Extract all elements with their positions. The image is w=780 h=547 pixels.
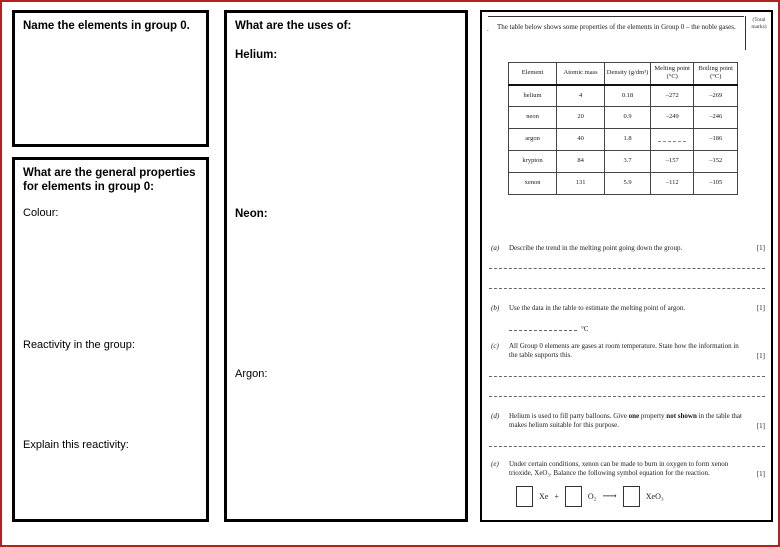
col-boiling-point: Boiling point (°C)	[694, 63, 738, 85]
name-elements-box	[12, 10, 209, 147]
answer-field-celsius	[509, 324, 588, 333]
cell: –157	[650, 151, 694, 173]
margin-note-line2: marks)	[751, 23, 767, 30]
col-element: Element	[509, 63, 557, 85]
cell: –269	[694, 85, 738, 107]
table-row	[509, 151, 738, 173]
question-intro: The table below shows some properties of the elements in Group 0 – the noble gases.	[497, 23, 736, 31]
balance-equation	[516, 486, 664, 507]
margin-note	[748, 17, 770, 30]
question-d-part: in the table that makes helium suitable for this purpose.	[509, 412, 742, 430]
answer-line	[489, 446, 765, 447]
cell: neon	[509, 107, 557, 129]
col-density: Density (g/dm³)	[605, 63, 651, 85]
noble-gas-properties-table	[508, 62, 738, 195]
question-d-bold: not shown	[666, 412, 697, 420]
cell: –112	[650, 173, 694, 195]
explain-reactivity-prompt: Explain this reactivity:	[23, 439, 129, 451]
coefficient-box-xeo3	[623, 486, 640, 507]
uses-title: What are the uses of:	[235, 20, 352, 32]
name-elements-title: Name the elements in group 0.	[23, 20, 190, 32]
cell: 20	[557, 107, 605, 129]
cell: 131	[557, 173, 605, 195]
reaction-arrow-icon: ⟶	[602, 491, 617, 502]
question-a-text: Describe the trend in the melting point going down the group.	[509, 244, 683, 252]
cell: xenon	[509, 173, 557, 195]
cell: 4	[557, 85, 605, 107]
question-d-part: Helium is used to fill party balloons. Give	[509, 412, 629, 420]
plus-sign: +	[554, 492, 559, 501]
question-a-marks: [1]	[756, 244, 765, 252]
colour-prompt: Colour:	[23, 207, 59, 219]
celsius-unit: °C	[581, 325, 589, 333]
question-c-marks: [1]	[756, 352, 765, 360]
coefficient-box-o2	[565, 486, 582, 507]
xeo3-term: XeO₃	[645, 492, 664, 501]
cell: 1.8	[605, 129, 651, 151]
helium-prompt: Helium:	[235, 49, 278, 61]
question-d-bold: one	[628, 412, 640, 420]
cell: 40	[557, 129, 605, 151]
cell: –105	[694, 173, 738, 195]
table-row	[509, 107, 738, 129]
cell: 3.7	[605, 151, 651, 173]
answer-line	[489, 396, 765, 397]
cell: 5.9	[605, 173, 651, 195]
table-row	[509, 173, 738, 195]
cell: 0.18	[605, 85, 651, 107]
question-c-label: (c)	[491, 342, 499, 350]
question-e-label: (e)	[491, 460, 499, 468]
argon-prompt: Argon:	[235, 368, 268, 380]
coefficient-box-xe	[516, 486, 533, 507]
answer-blank	[658, 134, 686, 142]
table-header-row	[509, 63, 738, 85]
answer-line	[489, 288, 765, 289]
cell: –249	[650, 107, 694, 129]
cell: –152	[694, 151, 738, 173]
exam-question-panel	[480, 10, 773, 522]
question-e-marks: [1]	[756, 470, 765, 478]
col-atomic-mass: Atomic mass	[557, 63, 605, 85]
uses-box	[224, 10, 468, 522]
cell: krypton	[509, 151, 557, 173]
cell: –272	[650, 85, 694, 107]
cell: 84	[557, 151, 605, 173]
cell: –186	[694, 129, 738, 151]
question-d-label: (d)	[491, 412, 500, 420]
question-b-text: Use the data in the table to estimate the melting point of argon.	[509, 304, 686, 312]
question-b-label: (b)	[491, 304, 500, 312]
neon-prompt: Neon:	[235, 208, 268, 220]
question-a-label: (a)	[491, 244, 500, 252]
o2-term: O₂	[587, 492, 597, 501]
page-top-rule	[488, 16, 744, 17]
cell: 0.9	[605, 107, 651, 129]
xe-term: Xe	[539, 492, 549, 501]
cell: argon	[509, 129, 557, 151]
table-row	[509, 129, 738, 151]
blank-melting-point-cell	[650, 129, 694, 151]
reactivity-prompt: Reactivity in the group:	[23, 339, 135, 351]
question-d-part: property	[639, 412, 667, 420]
answer-blank	[509, 324, 577, 331]
question-e-text: Under certain conditions, xenon can be made to burn in oxygen to form xenon trioxide, XeO₃. Balance the following symbol equation for the reaction.	[509, 460, 729, 478]
question-b-marks: [1]	[756, 304, 765, 312]
general-properties-box	[12, 157, 209, 522]
question-d-text	[509, 412, 743, 431]
question-d-marks: [1]	[756, 422, 765, 430]
margin-note-line1: (Total	[752, 17, 766, 23]
cell: –246	[694, 107, 738, 129]
question-number-marker: .	[487, 25, 489, 33]
cell: helium	[509, 85, 557, 107]
answer-line	[489, 376, 765, 377]
question-c-text: All Group 0 elements are gases at room temperature. State how the information in the table supports this.	[509, 342, 739, 360]
answer-line	[489, 268, 765, 269]
col-melting-point: Melting point (°C)	[650, 63, 694, 85]
table-row	[509, 85, 738, 107]
general-properties-title: What are the general properties for elements in group 0:	[23, 167, 196, 194]
margin-rule	[745, 16, 746, 50]
